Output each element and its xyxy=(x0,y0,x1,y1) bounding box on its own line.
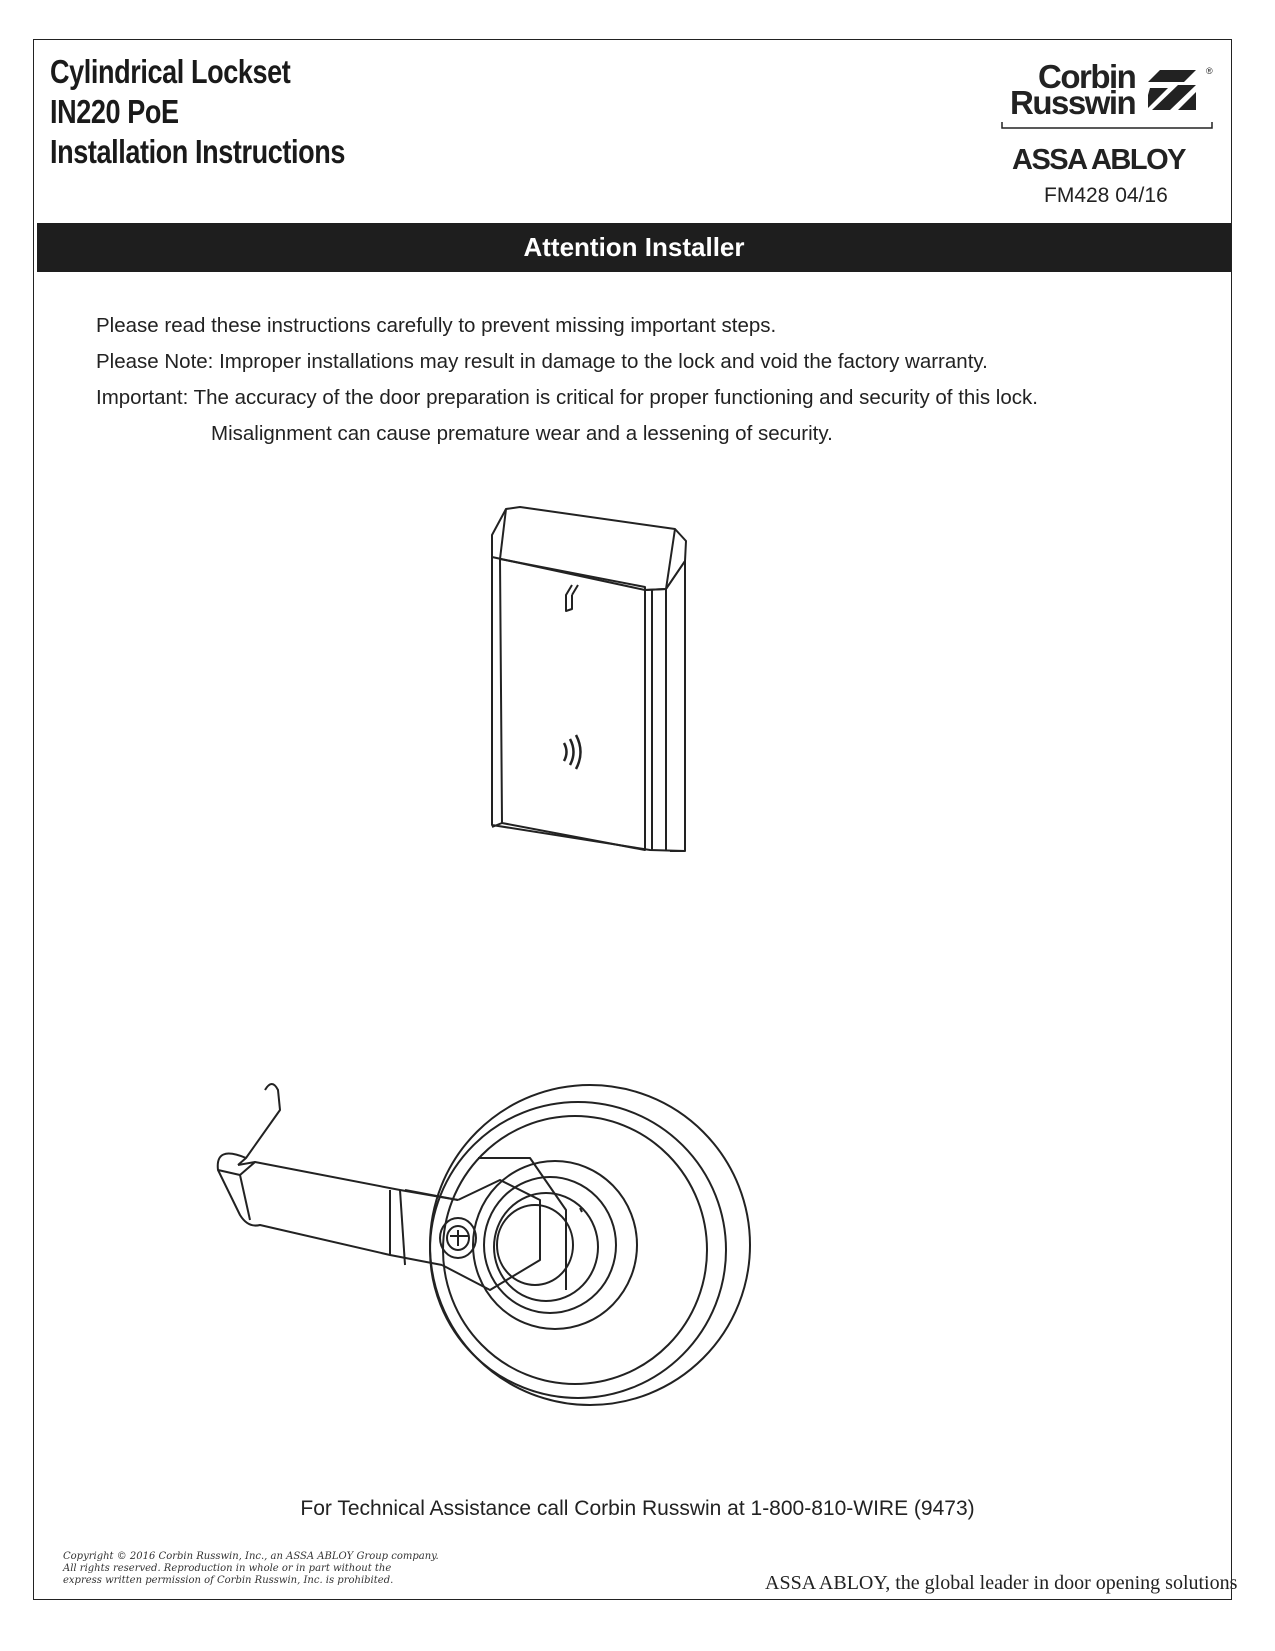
note-door-prep: Important: The accuracy of the door preparation is critical for proper functioning and security of this lock. xyxy=(96,386,1038,409)
logo-brand-line2: Russwin xyxy=(1010,84,1136,121)
installer-notes xyxy=(96,308,1038,452)
corporate-tagline: ASSA ABLOY, the global leader in door opening solutions xyxy=(765,1572,1238,1594)
key-cylinder-icon xyxy=(440,1218,476,1258)
logo-brand-line1: Corbin xyxy=(1038,58,1136,95)
registered-mark: ® xyxy=(1206,66,1213,76)
card-reader-illustration xyxy=(480,505,710,890)
note-misalignment: Misalignment can cause premature wear and a lessening of security. xyxy=(211,422,833,445)
copyright-notice xyxy=(63,1551,439,1587)
copyright-line: All rights reserved. Reproduction in whole or in part without the xyxy=(63,1563,392,1574)
attention-banner: Attention Installer xyxy=(37,223,1231,272)
title-line-model: IN220 PoE xyxy=(50,93,179,130)
note-read-carefully: Please read these instructions carefully to prevent missing important steps. xyxy=(96,314,777,337)
document-title xyxy=(50,52,410,172)
corbin-russwin-logo xyxy=(1000,58,1220,188)
lever-handle-illustration xyxy=(210,1050,770,1410)
title-line-product-type: Cylindrical Lockset xyxy=(50,53,291,90)
copyright-line: Copyright © 2016 Corbin Russwin, Inc., an ASSA ABLOY Group company. xyxy=(63,1551,439,1562)
title-line-doc-type: Installation Instructions xyxy=(50,133,345,170)
technical-assistance-line: For Technical Assistance call Corbin Russwin at 1-800-810-WIRE (9473) xyxy=(300,1497,975,1520)
copyright-line: express written permission of Corbin Russwin, Inc. is prohibited. xyxy=(63,1575,394,1586)
note-warranty: Please Note: Improper installations may result in damage to the lock and void the factory warranty. xyxy=(96,350,988,373)
document-id: FM428 04/16 xyxy=(1044,184,1168,207)
logo-parent-company: ASSA ABLOY xyxy=(1012,144,1185,176)
contactless-icon xyxy=(564,735,581,769)
